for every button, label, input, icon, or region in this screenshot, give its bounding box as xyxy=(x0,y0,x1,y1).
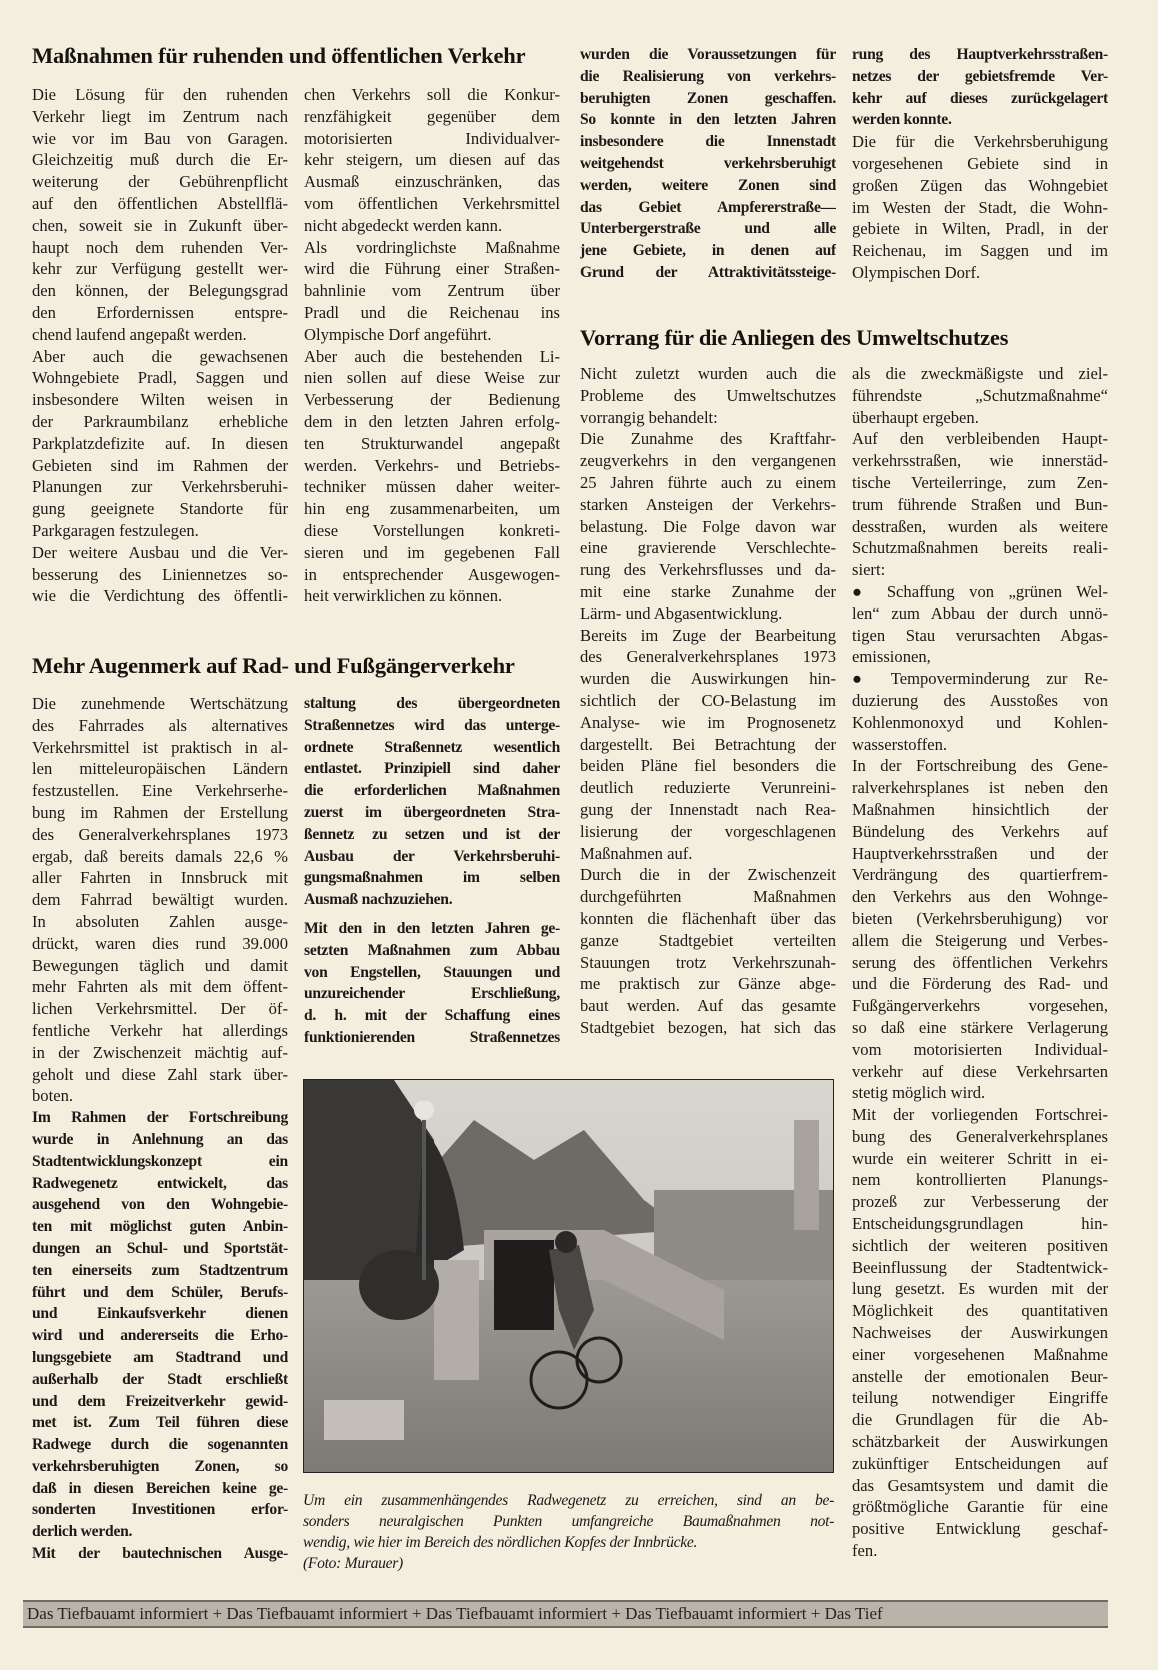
text-line: Gebieten sind im Rahmen der xyxy=(32,455,288,475)
text-line: desstraßen, wurden als weitere xyxy=(852,516,1108,536)
text-line: besserung des Liniennetzes so- xyxy=(32,564,288,584)
text-line: außerhalb der Stadt erschließt xyxy=(32,1370,288,1388)
paragraph xyxy=(580,363,836,428)
text-line: stetig möglich wird. xyxy=(852,1083,986,1103)
text-line: und die Förderung des Rad- und xyxy=(852,974,1108,994)
text-line: als die zweckmäßigste und ziel- xyxy=(852,364,1108,383)
text-line: in entsprechender Ausgewogen- xyxy=(304,564,560,584)
text-line: starken Ansteigen der Verkehrs- xyxy=(580,494,836,514)
paragraph xyxy=(852,131,1108,284)
text-line: insbesondere Wilten weisen in xyxy=(32,390,288,410)
text-line: Schutzmaßnahmen bereits reali- xyxy=(852,538,1108,558)
text-line: insbesondere die Innenstadt xyxy=(580,133,836,151)
text-line: bieten (Verkehrsberuhigung) vor xyxy=(852,908,1108,928)
text-line: den können, der Belegungsgrad xyxy=(32,281,288,301)
text-line: Nachweises der Auswirkungen xyxy=(852,1323,1108,1343)
paragraph xyxy=(32,84,288,346)
text-line: Olympischen Dorf. xyxy=(852,262,981,282)
text-line: lisierung der vorgeschlagenen xyxy=(580,821,836,841)
text-line: dem Fahrrad bewältigt wurden. xyxy=(32,890,288,910)
text-line: Hauptverkehrsstraßen und der xyxy=(852,843,1108,863)
text-line: durchgeführten Maßnahmen xyxy=(580,887,836,907)
text-line: zuerst im übergeordneten Stra- xyxy=(304,803,560,821)
text-line: 25 Jahren führte auch zu einem xyxy=(580,472,836,492)
text-line: hin eng zusammenarbeiten, um xyxy=(304,499,560,519)
text-line: Verkehrsmittel ist praktisch in al- xyxy=(32,737,288,757)
text-line: Verbesserung der Bedienung xyxy=(304,390,560,410)
text-line: schätzbarkeit der Auswirkungen xyxy=(852,1432,1108,1452)
text-line: ausgehend von den Wohngebie- xyxy=(32,1196,288,1214)
text-line: wie vor im Bau von Garagen. xyxy=(32,128,288,148)
text-line: d. h. mit der Schaffung eines xyxy=(304,1007,560,1025)
text-line: Aber auch die bestehenden Li- xyxy=(304,346,560,366)
paragraph xyxy=(580,428,836,624)
text-line: Parkplatzdefizite auf. In diesen xyxy=(32,433,288,453)
text-line: netzes der gebietsfremde Ver- xyxy=(852,67,1108,85)
text-line: des Fahrrades als alternatives xyxy=(32,715,288,735)
text-line: Mit den in den letzten Jahren ge- xyxy=(304,919,560,937)
text-line: weitgehendst verkehrsberuhigt xyxy=(580,154,836,172)
text-line: den Erfordernissen entspre- xyxy=(32,302,288,322)
paragraph xyxy=(304,918,560,1049)
text-line: fen. xyxy=(852,1541,878,1561)
text-line: kehr auf dieses zurückgelagert xyxy=(852,89,1108,107)
text-line: ten mit möglichst guten Anbin- xyxy=(32,1218,288,1236)
text-line: Ausbau der Verkehrsberuhi- xyxy=(304,847,560,865)
text-line: des Generalverkehrsplanes 1973 xyxy=(580,647,836,667)
paragraph xyxy=(32,1107,288,1543)
text-line: Probleme des Umweltschutzes xyxy=(580,385,836,405)
text-line: werden. Verkehrs- und Betriebs- xyxy=(304,455,560,475)
text-line: Bewegungen täglich und damit xyxy=(32,955,288,975)
text-line: zukünftiger Entscheidungen auf xyxy=(852,1453,1108,1473)
text-line: Reichenau, im Saggen und im xyxy=(852,241,1108,261)
text-line: lichen Verkehrsmittel. Der öf- xyxy=(32,999,288,1019)
footer-text: Das Tiefbauamt informiert + Das Tiefbauamt informiert + Das Tiefbauamt informiert + Das Tiefbauamt informiert + Das Tief xyxy=(27,1604,883,1623)
text-line: eine gravierende Verschlechte- xyxy=(580,538,836,558)
text-line: wie die Verdichtung des öffentli- xyxy=(32,586,288,606)
text-line: die Grundlagen für die Ab- xyxy=(852,1410,1108,1430)
text-line: Analyse- wie im Prognosenetz xyxy=(580,712,836,732)
text-line: lung gesetzt. Es wurden mit der xyxy=(852,1279,1108,1299)
caption-line: Um ein zusammenhängendes Radwegenetz zu erreichen, sind an be- xyxy=(303,1492,834,1509)
text-line: der Parkraumbilanz erhebliche xyxy=(32,411,288,431)
text-line: siert: xyxy=(852,560,886,580)
heading-environment: Vorrang für die Anliegen des Umweltschutzes xyxy=(580,325,1009,350)
paragraph xyxy=(852,44,1108,131)
text-line: unzureichender Erschließung, xyxy=(304,985,560,1003)
paragraph xyxy=(32,1543,288,1565)
text-line: ßennetz zu setzen und ist der xyxy=(304,825,560,843)
text-line: großen Zügen das Wohngebiet xyxy=(852,175,1108,195)
photo-caption xyxy=(303,1490,834,1574)
text-line: nicht abgedeckt werden kann. xyxy=(304,215,503,235)
text-line: Olympische Dorf angeführt. xyxy=(304,324,492,344)
text-line: so daß eine stärkere Verlagerung xyxy=(852,1017,1108,1037)
text-line: Stadtentwicklungskonzept ein xyxy=(32,1152,288,1170)
text-line: jene Gebiete, in denen auf xyxy=(580,242,836,260)
column-environment-2 xyxy=(852,363,1108,1562)
text-line: trum führende Straßen und Bun- xyxy=(852,494,1108,514)
text-line: boten. xyxy=(32,1086,74,1106)
text-line: tische Verteilerringe, zum Zen- xyxy=(852,472,1108,492)
column-environment-1 xyxy=(580,363,836,1039)
text-line: len“ zum Abbau der durch unnö- xyxy=(852,603,1108,623)
paragraph xyxy=(852,755,1108,1104)
text-line: wurde in Anlehnung an das xyxy=(32,1130,288,1148)
text-line: Durch die in der Zwischenzeit xyxy=(580,865,836,885)
text-line: ● Schaffung von „grünen Wel- xyxy=(852,581,1108,601)
text-line: me praktisch zur Gänze abge- xyxy=(580,974,836,994)
text-line: Gleichzeitig muß durch die Er- xyxy=(32,150,288,170)
text-line: den Verkehrs aus den Wohnge- xyxy=(852,887,1108,907)
text-line: Die für die Verkehrsberuhigung xyxy=(852,132,1108,152)
text-line: des Generalverkehrsplanes 1973 xyxy=(32,824,288,844)
text-line: einer vorgesehenen Maßnahme xyxy=(852,1344,1108,1364)
paragraph xyxy=(304,237,560,346)
text-line: In der Fortschreibung des Gene- xyxy=(852,756,1108,776)
text-line: gung der Innenstadt nach Rea- xyxy=(580,799,836,819)
text-line: drückt, waren dies rund 39.000 xyxy=(32,933,288,953)
text-line: chen, soweit sie in Zukunft über- xyxy=(32,215,288,235)
text-line: allem die Steigerung und Verbes- xyxy=(852,930,1108,950)
text-line: das Gesamtsystem und damit die xyxy=(852,1475,1108,1495)
text-line: Der weitere Ausbau und die Ver- xyxy=(32,542,288,562)
text-line: So konnte in den letzten Jahren xyxy=(580,111,836,129)
paragraph xyxy=(32,693,288,1107)
paragraph xyxy=(580,864,836,1038)
text-line: Stadtgebiet bezogen, hat sich das xyxy=(580,1017,836,1037)
text-line: mit eine starke Zunahme der xyxy=(580,581,836,601)
text-line: serung des öffentlichen Verkehrs xyxy=(852,952,1108,972)
text-line: bung im Rahmen der Erstellung xyxy=(32,802,288,822)
column-bike-1 xyxy=(32,693,288,1565)
paragraph xyxy=(304,84,560,237)
text-line: auf den öffentlichen Abstellflä- xyxy=(32,193,288,213)
column-upper-1 xyxy=(32,84,288,607)
text-line: lungsgebiete am Stadtrand und xyxy=(32,1348,288,1366)
text-line: im Westen der Stadt, die Wohn- xyxy=(852,197,1108,217)
text-line: In absoluten Zahlen ausge- xyxy=(32,911,288,931)
text-line: verkehrsberuhigten Zonen, so xyxy=(32,1457,288,1475)
text-line: heit verwirklichen zu können. xyxy=(304,586,503,606)
text-line: Unterbergerstraße und alle xyxy=(580,220,836,238)
text-line: vorgesehenen Gebiete sind in xyxy=(852,153,1108,173)
text-line: kehr steigern, um diesen auf das xyxy=(304,150,560,170)
caption-line: wendig, wie hier im Bereich des nördlichen Kopfes der Innbrücke. xyxy=(303,1534,698,1551)
text-line: Die Lösung für den ruhenden xyxy=(32,85,288,104)
text-line: wird und andererseits die Erho- xyxy=(32,1327,288,1345)
text-line: wurden die Voraussetzungen für xyxy=(580,46,836,63)
text-line: sonderten Investitionen erfor- xyxy=(32,1501,288,1519)
text-line: wurden die Auswirkungen hin- xyxy=(580,669,836,689)
text-line: Radwege durch die sogenannten xyxy=(32,1436,288,1454)
text-line: funktionierenden Straßennetzes xyxy=(304,1028,560,1046)
text-line: Entscheidungsgrundlagen hin- xyxy=(852,1214,1108,1234)
text-line: zeugverkehrs in den vergangenen xyxy=(580,451,836,471)
text-line: belastung. Die Folge davon war xyxy=(580,516,836,536)
text-line: Lärm- und Abgasentwicklung. xyxy=(580,603,783,623)
text-line: Parkgaragen festzulegen. xyxy=(32,520,199,540)
text-line: Möglichkeit des quantitativen xyxy=(852,1301,1108,1321)
text-line: beruhigten Zonen geschaffen. xyxy=(580,89,836,107)
text-line: Als vordringlichste Maßnahme xyxy=(304,237,560,257)
text-line: kehr zur Verfügung gestellt wer- xyxy=(32,259,288,279)
text-line: ● Tempoverminderung zur Re- xyxy=(852,669,1108,689)
text-line: anstelle der emotionalen Beur- xyxy=(852,1366,1108,1386)
text-line: derlich werden. xyxy=(32,1523,133,1541)
text-line: teilung notwendiger Eingriffe xyxy=(852,1388,1108,1408)
column-bike-2 xyxy=(304,693,560,1049)
column-upper-3 xyxy=(580,44,836,284)
heading-parking-public-transport: Maßnahmen für ruhenden und öffentlichen Verkehr xyxy=(32,43,526,68)
footer-banner xyxy=(23,1600,1108,1628)
text-line: mehr Fahrten als mit dem öffent- xyxy=(32,977,288,997)
text-line: größtmögliche Garantie für eine xyxy=(852,1497,1108,1517)
text-line: von Engstellen, Stauungen und xyxy=(304,963,560,981)
text-line: daß in diesen Bereichen keine ge- xyxy=(32,1479,288,1497)
text-line: Nicht zuletzt wurden auch die xyxy=(580,364,836,383)
text-line: Wohngebiete Pradl, Saggen und xyxy=(32,368,288,388)
text-line: gungsmaßnahmen im selben xyxy=(304,869,560,887)
paragraph xyxy=(852,1104,1108,1562)
text-line: dungen an Schul- und Sportstät- xyxy=(32,1239,288,1257)
text-line: werden, weitere Zonen sind xyxy=(580,176,836,194)
text-line: len mitteleuropäischen Ländern xyxy=(32,759,288,779)
text-line: Fußgängerverkehrs vorgesehen, xyxy=(852,996,1108,1016)
text-line: vorrangig behandelt: xyxy=(580,407,718,427)
text-line: Mit der vorliegenden Fortschrei- xyxy=(852,1105,1108,1125)
text-line: Bereits im Zuge der Bearbeitung xyxy=(580,625,836,645)
text-line: wurde ein weiterer Schritt in ei- xyxy=(852,1148,1108,1168)
text-line: nien sollen auf diese Weise zur xyxy=(304,368,560,388)
text-line: aller Fahrten in Innsbruck mit xyxy=(32,868,288,888)
text-line: fentliche Verkehr hat allerdings xyxy=(32,1020,288,1040)
text-line: vom motorisierten Individual- xyxy=(852,1039,1108,1059)
paragraph xyxy=(580,625,836,865)
text-line: dargestellt. Bei Betrachtung der xyxy=(580,734,836,754)
text-line: Mit der bautechnischen Ausge- xyxy=(32,1545,288,1563)
paragraph xyxy=(580,44,836,284)
text-line: sieren und im gegebenen Fall xyxy=(304,542,560,562)
photo-image xyxy=(304,1080,833,1472)
text-line: die erforderlichen Maßnahmen xyxy=(304,782,560,800)
text-line: und Einkaufsverkehr dienen xyxy=(32,1305,288,1323)
text-line: weiterung der Gebührenpflicht xyxy=(32,172,288,192)
text-line: die Realisierung von verkehrs- xyxy=(580,67,836,85)
photo-cyclist-innbruecke xyxy=(303,1079,834,1473)
text-line: chend laufend angepaßt werden. xyxy=(32,324,247,344)
text-line: werden konnte. xyxy=(852,111,952,129)
paragraph xyxy=(304,346,560,608)
text-line: verkehr auf diese Verkehrsarten xyxy=(852,1061,1108,1081)
text-line: Grund der Attraktivitätssteige- xyxy=(580,263,836,281)
heading-bike-pedestrian: Mehr Augenmerk auf Rad- und Fußgängerverkehr xyxy=(32,653,515,678)
text-line: renzfähigkeit gegenüber dem xyxy=(304,106,560,126)
text-line: führt und dem Schüler, Berufs- xyxy=(32,1283,288,1301)
text-line: Aber auch die gewachsenen xyxy=(32,346,288,366)
text-line: Maßnahmen hinsichtlich der xyxy=(852,799,1108,819)
paragraph xyxy=(304,693,560,911)
text-line: positive Entwicklung geschaf- xyxy=(852,1519,1108,1539)
text-line: Die Zunahme des Kraftfahr- xyxy=(580,429,836,449)
text-line: ten Strukturwandel angepaßt xyxy=(304,433,560,453)
text-line: gebiete in Wilten, Pradl, in der xyxy=(852,219,1108,239)
text-line: Stauungen trotz Verkehrszunah- xyxy=(580,952,836,972)
text-line: haupt noch dem ruhenden Ver- xyxy=(32,237,288,257)
text-line: nem kontrollierten Planungs- xyxy=(852,1170,1108,1190)
text-line: Planungen zur Verkehrsberuhi- xyxy=(32,477,288,497)
caption-line: sonders neuralgischen Punkten umfangreiche Baumaßnahmen not- xyxy=(303,1513,834,1530)
text-line: rung des Hauptverkehrsstraßen- xyxy=(852,46,1108,63)
text-line: met ist. Zum Teil führen diese xyxy=(32,1414,288,1432)
text-line: Ausmaß nachzuziehen. xyxy=(304,891,453,909)
text-line: staltung des übergeordneten xyxy=(304,695,560,712)
paragraph xyxy=(852,428,1108,581)
text-line: Verkehr liegt im Zentrum nach xyxy=(32,106,288,126)
text-line: Im Rahmen der Fortschreibung xyxy=(32,1109,288,1127)
text-line: Kohlenmonoxyd und Kohlen- xyxy=(852,712,1108,732)
text-line: das Gebiet Ampfererstraße— xyxy=(580,198,836,216)
text-line: prozeß zur Verbesserung der xyxy=(852,1192,1108,1212)
text-line: ralverkehrsplanes ist neben den xyxy=(852,778,1108,798)
text-line: wird die Führung einer Straßen- xyxy=(304,259,560,279)
text-line: führendste „Schutzmaßnahme“ xyxy=(852,385,1108,405)
text-line: ten einerseits zum Stadtzentrum xyxy=(32,1261,288,1279)
text-line: motorisierten Individualver- xyxy=(304,128,560,148)
photo-credit: (Foto: Murauer) xyxy=(303,1555,403,1572)
text-line: Beeinflussung der Stadtentwick- xyxy=(852,1257,1108,1277)
text-line: ganze Stadtgebiet verteilten xyxy=(580,930,836,950)
column-upper-2 xyxy=(304,84,560,607)
paragraph xyxy=(852,581,1108,668)
text-line: Radwegenetz entwickelt, das xyxy=(32,1174,288,1192)
text-line: bahnlinie vom Zentrum über xyxy=(304,281,560,301)
text-line: vom öffentlichen Verkehrsmittel xyxy=(304,193,560,213)
text-line: beiden Pläne fiel besonders die xyxy=(580,756,836,776)
text-line: sichtlich der CO-Belastung im xyxy=(580,690,836,710)
text-line: verkehrsstraßen, wie innerstäd- xyxy=(852,451,1108,471)
text-line: festzustellen. Eine Verkehrserhe- xyxy=(32,781,288,801)
text-line: und dem Freizeitverkehr gewid- xyxy=(32,1392,288,1410)
text-line: diese Vorstellungen konkreti- xyxy=(304,520,560,540)
text-line: Straßennetzes wird das unterge- xyxy=(304,716,560,734)
text-line: Maßnahmen auf. xyxy=(580,843,693,863)
column-upper-4 xyxy=(852,44,1108,284)
text-line: techniker müssen daher weiter- xyxy=(304,477,560,497)
text-line: Bündelung des Verkehrs auf xyxy=(852,821,1108,841)
text-line: setzten Maßnahmen zum Abbau xyxy=(304,941,560,959)
paragraph xyxy=(32,346,288,542)
text-line: emissionen, xyxy=(852,647,931,667)
text-line: sichtlich der weiteren positiven xyxy=(852,1235,1108,1255)
text-line: ergab, daß bereits damals 22,6 % xyxy=(32,846,288,866)
text-line: Auf den verbleibenden Haupt- xyxy=(852,429,1108,449)
text-line: Ausmaß einzuschränken, das xyxy=(304,172,560,192)
text-line: konnten die flächenhaft über das xyxy=(580,908,836,928)
text-line: in der Zwischenzeit mächtig auf- xyxy=(32,1042,288,1062)
text-line: chen Verkehrs soll die Konkur- xyxy=(304,85,560,104)
text-line: bung des Generalverkehrsplanes xyxy=(852,1126,1108,1146)
text-line: überhaupt ergeben. xyxy=(852,407,979,427)
text-line: Pradl und die Reichenau ins xyxy=(304,302,560,322)
text-line: dem in den letzten Jahren erfolg- xyxy=(304,411,560,431)
text-line: ordnete Straßennetz wesentlich xyxy=(304,738,560,756)
text-line: baut werden. Auf das gesamte xyxy=(580,996,836,1016)
text-line: tigen Stau verursachten Abgas- xyxy=(852,625,1108,645)
text-line: duzierung des Ausstoßes von xyxy=(852,690,1108,710)
text-line: geholt und diese Zahl stark über- xyxy=(32,1064,288,1084)
text-line: deutlich reduzierte Verunreini- xyxy=(580,778,836,798)
paragraph xyxy=(852,668,1108,755)
text-line: Verdrängung des quartierfrem- xyxy=(852,865,1108,885)
paragraph xyxy=(852,363,1108,428)
text-line: Die zunehmende Wertschätzung xyxy=(32,694,288,713)
text-line: rung des Verkehrsflusses und da- xyxy=(580,560,836,580)
paragraph xyxy=(32,542,288,607)
text-line: gung geeignete Standorte für xyxy=(32,499,288,519)
text-line: wasserstoffen. xyxy=(852,734,948,754)
text-line: entlastet. Prinzipiell sind daher xyxy=(304,760,560,778)
